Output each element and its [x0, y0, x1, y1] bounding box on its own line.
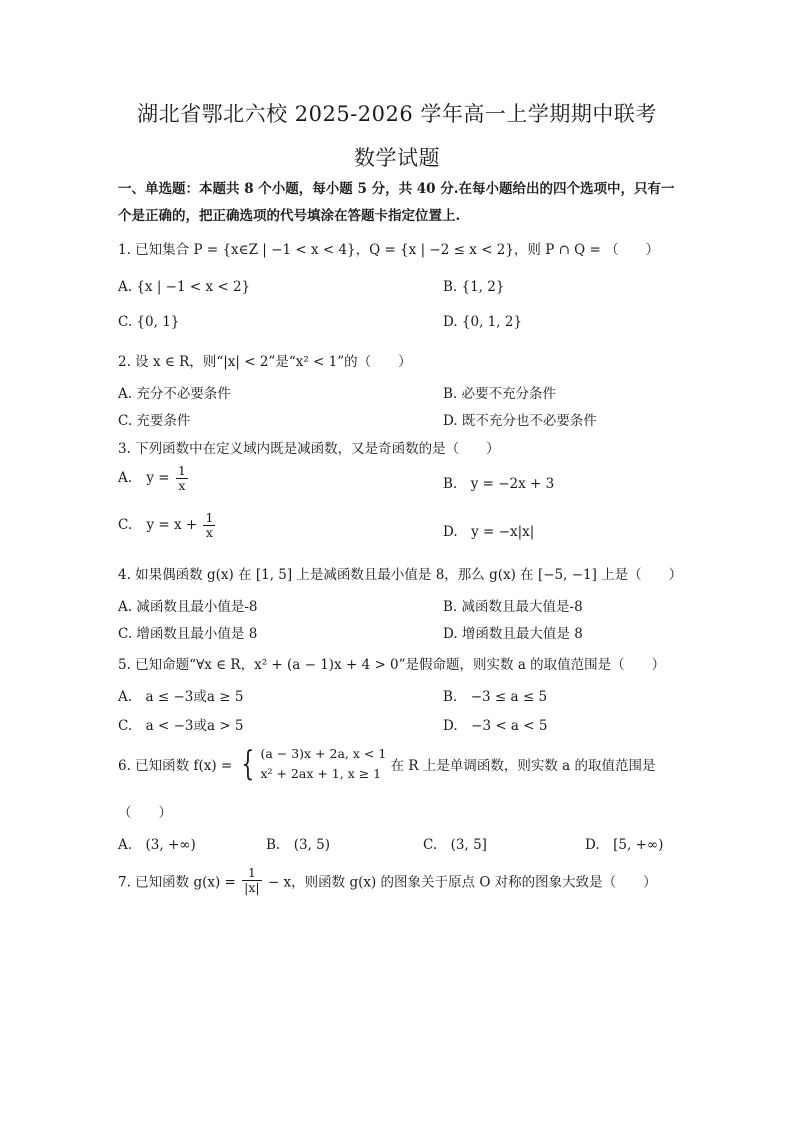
question-1-option-a: A. {x | −1 < x < 2} — [118, 279, 251, 295]
question-1-stem: 1. 已知集合 P = {x∈Z | −1 < x < 4}，Q = {x | −2 ≤ x < 2}，则 P ∩ Q = （ ） — [118, 242, 660, 258]
question-5-option-d: D. −3 < a < 5 — [443, 718, 548, 734]
exam-title: 湖北省鄂北六校 2025-2026 学年高一上学期期中联考 — [137, 102, 657, 126]
question-5-option-a: A. a ≤ −3或a ≥ 5 — [118, 689, 244, 705]
question-3-option-c — [118, 511, 217, 540]
fraction-denominator: x — [205, 525, 213, 540]
question-7-stem-suffix: − x，则函数 g(x) 的图象关于原点 O 对称的图象大致是（ ） — [267, 874, 657, 891]
question-6-paren: （ ） — [118, 805, 172, 821]
question-1-option-d: D. {0, 1, 2} — [443, 314, 523, 330]
question-6-stem-suffix: 在 R 上是单调函数，则实数 a 的取值范围是 — [390, 758, 656, 774]
question-2-option-c: C. 充要条件 — [118, 413, 191, 429]
question-5-option-c: C. a < −3或a > 5 — [118, 718, 244, 734]
question-7-stem — [118, 866, 657, 895]
option-label: A. — [118, 470, 133, 486]
fraction — [203, 511, 215, 540]
question-5-stem: 5. 已知命题“∀x ∈ R，x² + (a − 1)x + 4 > 0”是假命题，则实数 a 的取值范围是（ ） — [118, 657, 666, 673]
brace-symbol: { — [240, 744, 254, 784]
question-6-option-d: D. [5, +∞) — [585, 837, 664, 853]
section-heading: 一、单选题：本题共 8 个小题，每小题 5 分，共 40 分.在每小题给出的四个选项中，只有一个是正确的，把正确选项的代号填涂在答题卡指定位置上. — [118, 181, 675, 224]
question-4-option-a: A. 减函数且最小值是-8 — [118, 599, 258, 615]
option-a-lhs: y = — [146, 470, 170, 486]
exam-subtitle: 数学试题 — [354, 146, 440, 170]
question-6-option-b: B. (3, 5) — [266, 837, 331, 853]
question-1-option-c: C. {0, 1} — [118, 314, 180, 330]
question-6-stem-prefix: 6. 已知函数 f(x) = — [118, 758, 233, 774]
question-4-option-c: C. 增函数且最小值是 8 — [118, 626, 258, 642]
question-4-stem: 4. 如果偶函数 g(x) 在 [1, 5] 上是减函数且最小值是 8，那么 g(x) 在 [−5, −1] 上是（ ） — [118, 567, 683, 583]
question-6-option-a: A. (3, +∞) — [118, 837, 196, 853]
question-5-option-b: B. −3 ≤ a ≤ 5 — [443, 689, 548, 705]
option-label: C. — [118, 517, 133, 533]
piecewise-case-1: (a − 3)x + 2a, x < 1 — [260, 746, 387, 761]
question-3-option-a — [118, 464, 190, 493]
question-1-option-b: B. {1, 2} — [443, 279, 505, 295]
fraction-numerator: 1 — [205, 510, 214, 525]
option-c-lhs: y = x + — [146, 517, 198, 533]
question-6-stem — [118, 744, 655, 784]
question-4-option-d: D. 增函数且最大值是 8 — [443, 626, 583, 642]
question-4-option-b: B. 减函数且最大值是-8 — [443, 599, 583, 615]
question-6-option-c: C. (3, 5] — [423, 837, 487, 853]
question-2-option-d: D. 既不充分也不必要条件 — [443, 413, 597, 429]
question-3-option-b: B. y = −2x + 3 — [443, 476, 555, 492]
question-3-stem: 3. 下列函数中在定义域内既是减函数，又是奇函数的是（ ） — [118, 441, 500, 457]
question-7-stem-prefix: 7. 已知函数 g(x) = — [118, 874, 236, 891]
piecewise-cases — [260, 744, 386, 784]
question-2-stem: 2. 设 x ∈ R，则“|x| < 2”是“x² < 1”的（ ） — [118, 354, 412, 370]
piecewise-case-2: x² + 2ax + 1, x ≥ 1 — [260, 766, 382, 781]
fraction — [242, 866, 261, 895]
fraction-denominator: x — [178, 478, 186, 493]
question-2-option-b: B. 必要不充分条件 — [443, 386, 557, 402]
question-2-option-a: A. 充分不必要条件 — [118, 386, 231, 402]
fraction-numerator: 1 — [242, 866, 261, 881]
fraction-numerator: 1 — [177, 463, 186, 478]
question-3-option-d: D. y = −x|x| — [443, 524, 535, 540]
fraction — [176, 464, 188, 493]
fraction-denominator: |x| — [244, 880, 260, 895]
